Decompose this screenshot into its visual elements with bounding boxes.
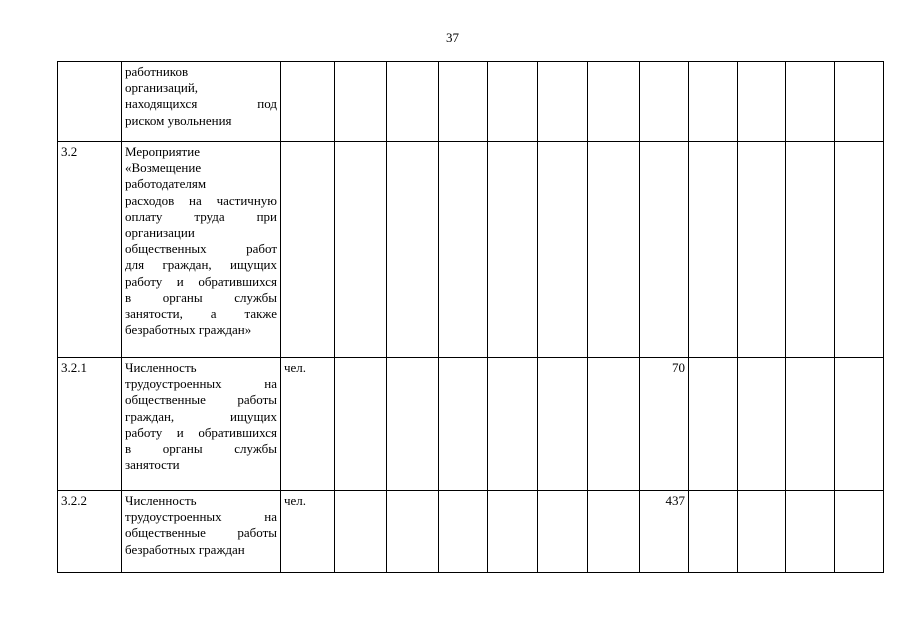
empty-cell bbox=[439, 142, 488, 358]
empty-cell bbox=[335, 358, 387, 491]
empty-cell bbox=[335, 142, 387, 358]
unit-cell bbox=[281, 62, 335, 142]
name-line: трудоустроенных на bbox=[125, 376, 277, 392]
unit-cell: чел. bbox=[281, 491, 335, 573]
empty-cell bbox=[439, 358, 488, 491]
name-line: безработных граждан bbox=[125, 541, 245, 557]
empty-cell bbox=[588, 491, 640, 573]
name-line: работодателям bbox=[125, 176, 207, 192]
name-line: организации bbox=[125, 225, 195, 241]
empty-cell bbox=[538, 142, 588, 358]
empty-cell bbox=[335, 491, 387, 573]
empty-cell bbox=[786, 142, 835, 358]
empty-cell bbox=[488, 62, 538, 142]
name-line: трудоустроенных на bbox=[125, 509, 277, 525]
name-line: общественных работ bbox=[125, 241, 277, 257]
name-line: безработных граждан» bbox=[125, 322, 252, 338]
name-line: организаций, bbox=[125, 80, 199, 96]
empty-cell bbox=[439, 491, 488, 573]
empty-cell bbox=[588, 142, 640, 358]
name-line: риском увольнения bbox=[125, 112, 232, 128]
empty-cell bbox=[689, 358, 738, 491]
empty-cell bbox=[738, 491, 786, 573]
name-line: работу и обратившихся bbox=[125, 273, 277, 289]
table-row bbox=[58, 491, 884, 573]
row-name-cell bbox=[122, 62, 281, 142]
row-number-cell bbox=[58, 62, 122, 142]
name-line: в органы службы bbox=[125, 441, 277, 457]
empty-cell bbox=[387, 62, 439, 142]
name-line: общественные работы bbox=[125, 525, 277, 541]
empty-cell bbox=[488, 491, 538, 573]
row-name-cell bbox=[122, 491, 281, 573]
empty-cell bbox=[439, 62, 488, 142]
name-line: оплату труда при bbox=[125, 208, 277, 224]
name-line: работников bbox=[125, 64, 189, 79]
empty-cell bbox=[786, 491, 835, 573]
value-cell: 70 bbox=[640, 358, 689, 491]
name-line: граждан, ищущих bbox=[125, 408, 277, 424]
row-number-cell: 3.2.2 bbox=[58, 491, 122, 573]
row-name-cell bbox=[122, 358, 281, 491]
indicators-table bbox=[57, 61, 884, 573]
empty-cell bbox=[488, 142, 538, 358]
unit-cell bbox=[281, 142, 335, 358]
empty-cell bbox=[689, 142, 738, 358]
table-row bbox=[58, 142, 884, 358]
empty-cell bbox=[538, 62, 588, 142]
row-number-cell: 3.2 bbox=[58, 142, 122, 358]
empty-cell bbox=[689, 491, 738, 573]
empty-cell bbox=[588, 358, 640, 491]
name-line: в органы службы bbox=[125, 289, 277, 305]
name-line: Численность bbox=[125, 493, 197, 508]
empty-cell bbox=[835, 62, 884, 142]
empty-cell bbox=[387, 142, 439, 358]
empty-cell bbox=[689, 62, 738, 142]
table-row bbox=[58, 62, 884, 142]
name-line: занятости bbox=[125, 457, 180, 473]
empty-cell bbox=[738, 358, 786, 491]
name-line: «Возмещение bbox=[125, 160, 202, 176]
row-name-cell bbox=[122, 142, 281, 358]
empty-cell bbox=[538, 491, 588, 573]
empty-cell bbox=[488, 358, 538, 491]
name-line: находящихся под bbox=[125, 96, 277, 112]
name-line: общественные работы bbox=[125, 392, 277, 408]
empty-cell bbox=[387, 491, 439, 573]
empty-cell bbox=[835, 358, 884, 491]
name-line: для граждан, ищущих bbox=[125, 257, 277, 273]
empty-cell bbox=[588, 62, 640, 142]
name-line: работу и обратившихся bbox=[125, 424, 277, 440]
table-row bbox=[58, 358, 884, 491]
empty-cell bbox=[786, 358, 835, 491]
empty-cell bbox=[387, 358, 439, 491]
value-cell bbox=[640, 142, 689, 358]
page-number: 37 bbox=[446, 30, 459, 45]
empty-cell bbox=[335, 62, 387, 142]
empty-cell bbox=[835, 142, 884, 358]
empty-cell bbox=[738, 62, 786, 142]
empty-cell bbox=[835, 491, 884, 573]
value-cell bbox=[640, 62, 689, 142]
name-line: Численность bbox=[125, 360, 197, 375]
name-line: Мероприятие bbox=[125, 144, 200, 159]
empty-cell bbox=[738, 142, 786, 358]
empty-cell bbox=[786, 62, 835, 142]
name-line: расходов на частичную bbox=[125, 192, 277, 208]
unit-cell: чел. bbox=[281, 358, 335, 491]
name-line: занятости, а также bbox=[125, 306, 277, 322]
row-number-cell: 3.2.1 bbox=[58, 358, 122, 491]
empty-cell bbox=[538, 358, 588, 491]
value-cell: 437 bbox=[640, 491, 689, 573]
